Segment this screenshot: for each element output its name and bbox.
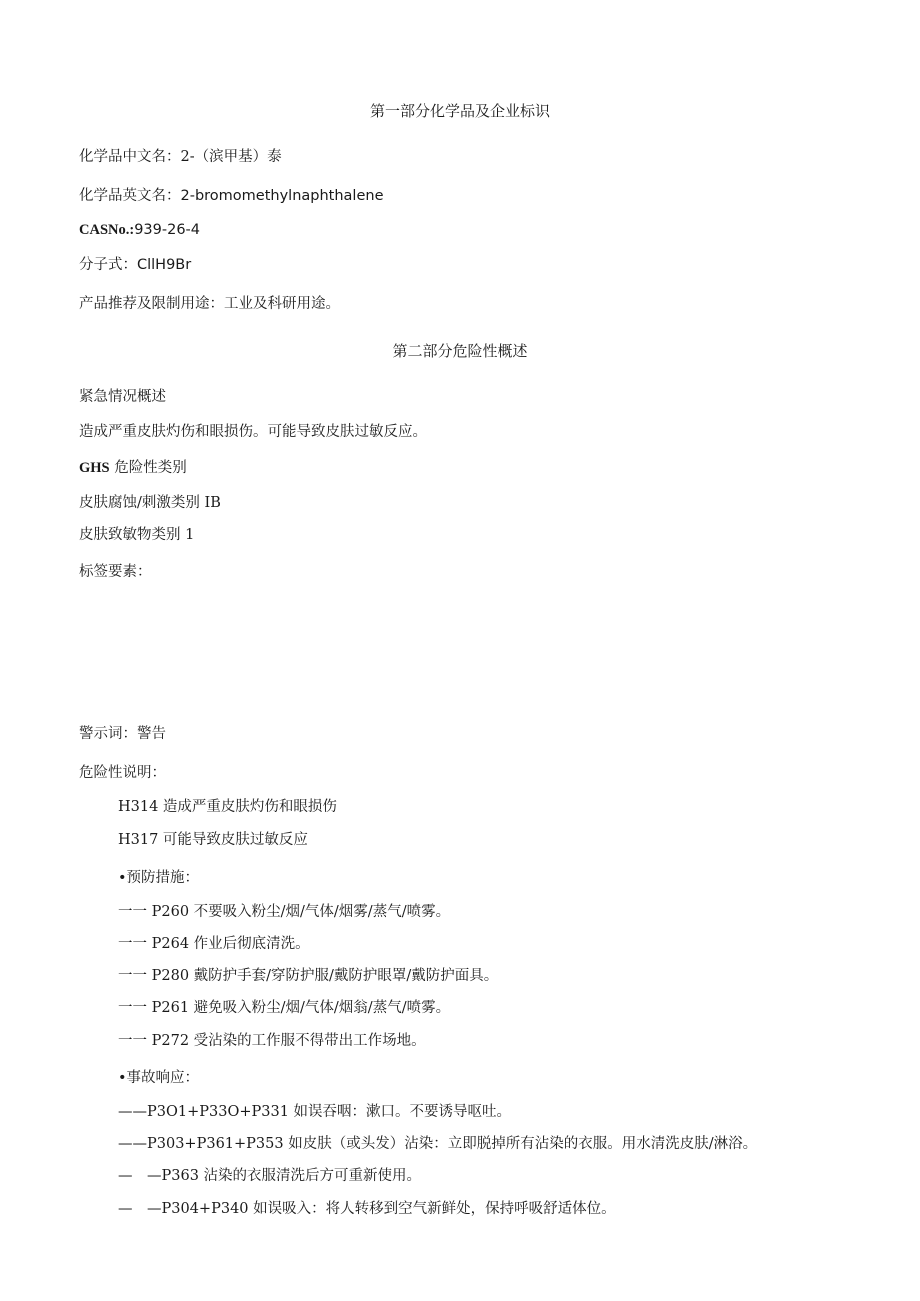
english-name-label: 化学品英文名： [79,188,181,204]
usage-label: 产品推荐及限制用途： [79,296,224,312]
ghs-item: 皮肤致敏物类别 1 [79,527,195,543]
section1-title: 第一部分化学品及企业标识 [369,102,550,120]
formula-row [79,255,191,275]
cas-label: CASNo.: [79,222,135,238]
prevention-item: 一一 P272 受沾染的工作服不得带出工作场地。 [118,1033,426,1049]
response-item: — —P304+P340 如误吸入：将人转移到空气新鲜处，保持呼吸舒适体位。 [118,1201,616,1217]
chinese-name-label: 化学品中文名： [79,149,181,165]
chinese-name-row [79,147,282,167]
label-elements: 标签要素： [79,564,152,580]
hazard-statement: H314 造成严重皮肤灼伤和眼损伤 [118,799,337,815]
cas-value: 939-26-4 [134,222,201,238]
signal-word: 警示词：警告 [79,726,166,742]
formula-value: CllH9Br [137,257,192,273]
ghs-heading-row [79,458,187,478]
chinese-name-value: 2-（滨甲基）泰 [180,149,282,165]
prevention-heading: •预防措施： [118,870,200,886]
ghs-prefix: GHS [79,460,110,476]
usage-row [79,294,340,314]
section2-title: 第二部分危险性概述 [392,342,528,360]
response-heading: •事故响应： [118,1070,200,1086]
ghs-heading: 危险性类别 [114,460,187,476]
formula-label: 分子式： [79,257,137,273]
cas-row [79,220,200,240]
hazard-heading: 危险性说明： [79,765,166,781]
emergency-text: 造成严重皮肤灼伤和眼损伤。可能导致皮肤过敏反应。 [79,424,427,440]
english-name-value: 2-bromomethylnaphthalene [180,188,384,204]
prevention-item: 一一 P280 戴防护手套/穿防护服/戴防护眼罩/戴防护面具。 [118,968,499,984]
hazard-statement: H317 可能导致皮肤过敏反应 [118,832,308,848]
emergency-heading: 紧急情况概述 [79,389,166,405]
prevention-item: 一一 P260 不要吸入粉尘/烟/气体/烟雾/蒸气/喷雾。 [118,904,451,920]
response-item: ——P303+P361+P353 如皮肤（或头发）沾染：立即脱掉所有沾染的衣服。用水清洗皮肤/淋浴。 [118,1136,758,1152]
english-name-row [79,186,384,206]
response-item: ——P3O1+P33O+P331 如误吞咽：漱口。不要诱导呕吐。 [118,1104,512,1120]
ghs-item: 皮肤腐蚀/刺激类别 IB [79,495,221,511]
response-item: — —P363 沾染的衣服清洗后方可重新使用。 [118,1168,422,1184]
prevention-item: 一一 P261 避免吸入粉尘/烟/气体/烟翁/蒸气/喷雾。 [118,1000,451,1016]
prevention-item: 一一 P264 作业后彻底清洗。 [118,936,310,952]
usage-value: 工业及科研用途。 [224,296,340,312]
